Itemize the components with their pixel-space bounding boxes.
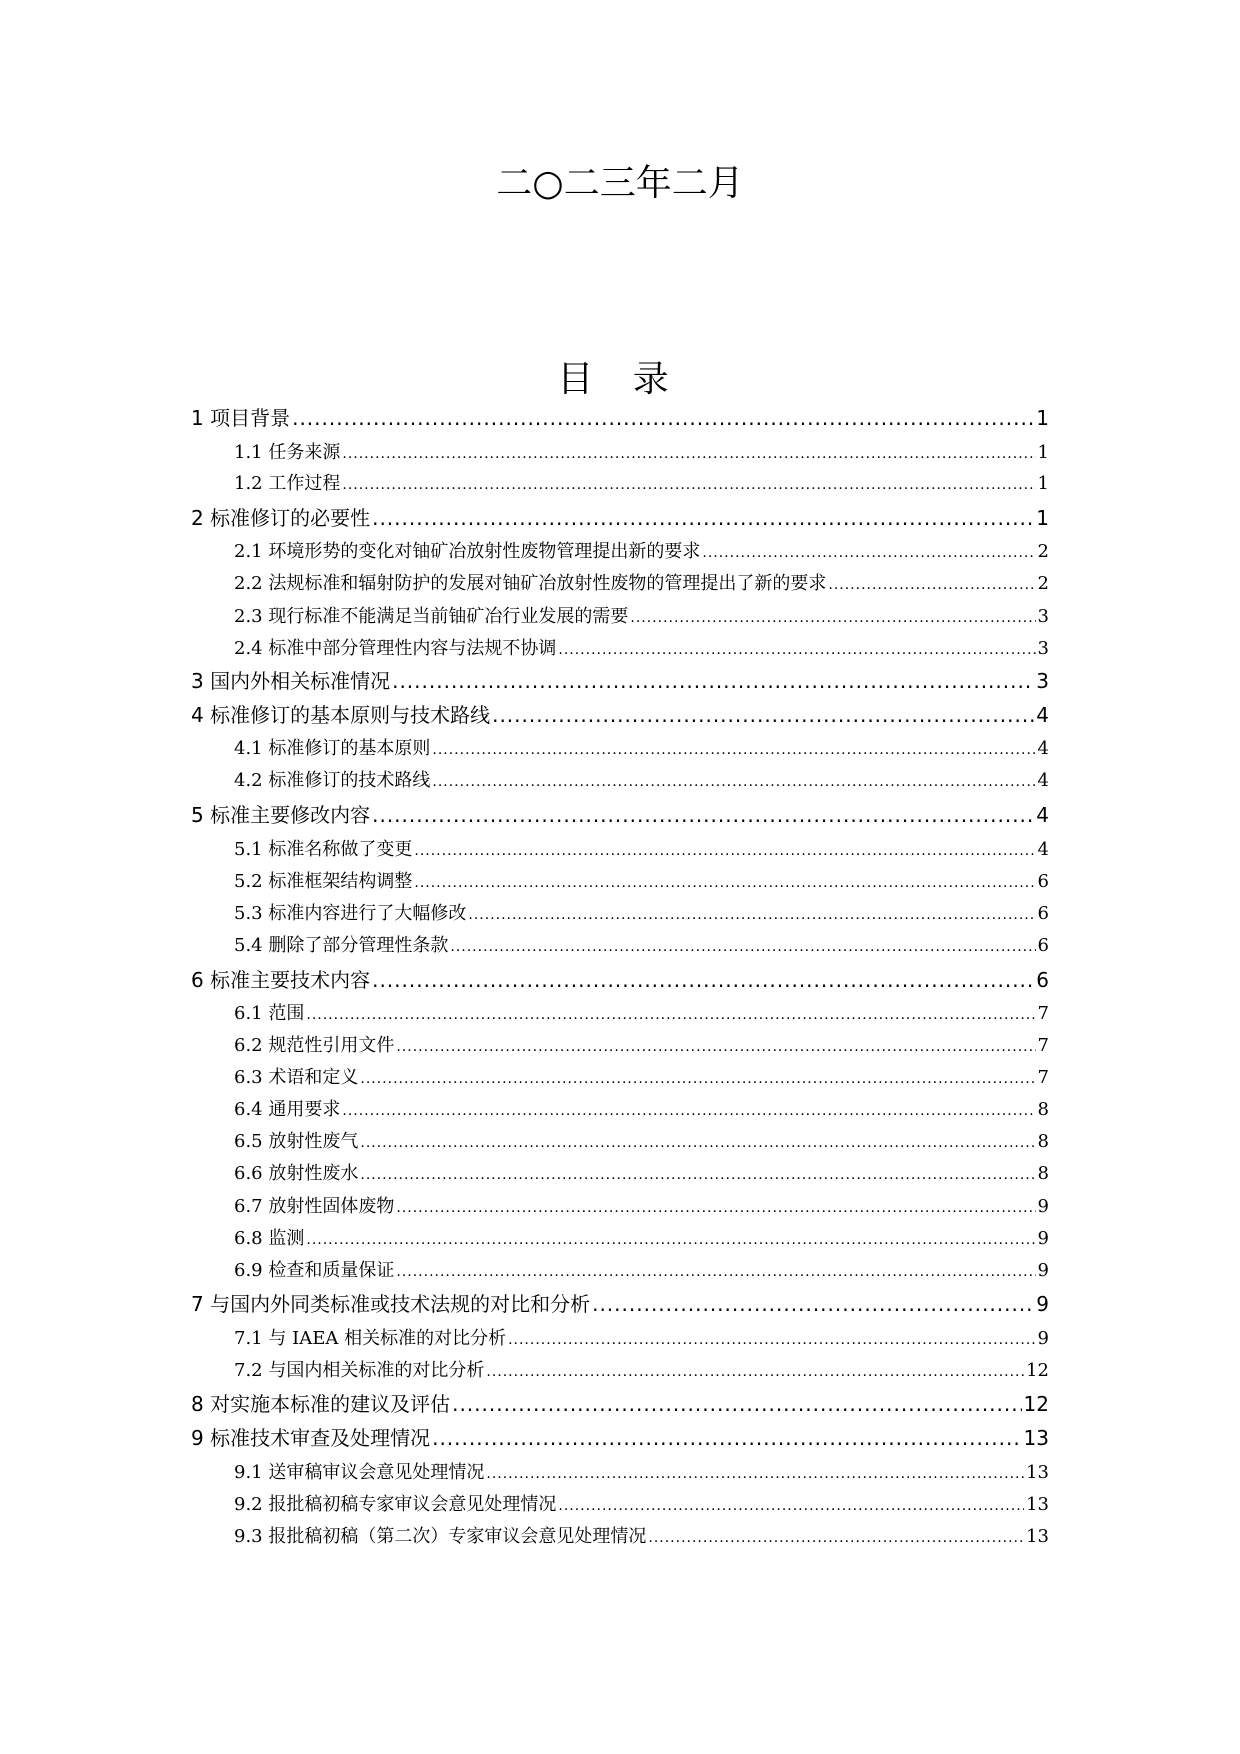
toc-entry-title [234, 470, 340, 498]
dot-leader [558, 636, 1035, 664]
toc-entry-number: 6.4 [234, 1099, 263, 1120]
toc-entry-number: 7.2 [234, 1360, 263, 1381]
toc-page-number: 1 [1037, 442, 1049, 463]
toc-entry-text: 国内外相关标准情况 [210, 669, 391, 693]
dot-leader [630, 604, 1035, 632]
toc-page-number: 8 [1037, 1163, 1049, 1184]
toc-entry-title [234, 1325, 506, 1353]
dot-leader [360, 1065, 1035, 1093]
toc-entry-number: 6.3 [234, 1067, 263, 1088]
toc-chapter-entry[interactable] [191, 1423, 1049, 1453]
toc-entry-title [234, 1000, 304, 1028]
toc-entry-text: 法规标准和辐射防护的发展对铀矿冶放射性废物的管理提出了新的要求 [268, 573, 827, 594]
toc-entry-title [191, 1389, 450, 1419]
dot-leader [414, 869, 1035, 897]
toc-entry-number: 6.2 [234, 1035, 263, 1056]
toc-entry-number: 6.8 [234, 1228, 263, 1249]
toc-page-number: 13 [1026, 1462, 1049, 1483]
toc-page-number: 9 [1037, 1196, 1049, 1217]
toc-page-number: 2 [1037, 541, 1049, 562]
toc-entry-text: 标准修订的基本原则与技术路线 [210, 703, 491, 727]
toc-entry-number: 6 [191, 968, 204, 992]
toc-entry-text: 标准主要技术内容 [210, 968, 371, 992]
toc-entry-title [234, 1225, 304, 1253]
dot-leader [392, 666, 1034, 696]
toc-page-number: 9 [1037, 1328, 1049, 1349]
toc-entry-text: 检查和质量保证 [268, 1260, 395, 1281]
toc-entry-title [191, 666, 390, 696]
toc-section-entry[interactable] [234, 603, 1049, 632]
toc-entry-title [234, 1064, 358, 1092]
toc-entry-number: 2.2 [234, 573, 263, 594]
toc-entry-text: 标准内容进行了大幅修改 [268, 903, 467, 924]
toc-section-entry[interactable] [234, 1257, 1049, 1286]
toc-entry-title [191, 503, 370, 533]
toc-page-number: 8 [1037, 1131, 1049, 1152]
toc-entry-number: 4.2 [234, 770, 263, 791]
toc-page-number: 7 [1037, 1035, 1049, 1056]
toc-entry-title [234, 735, 430, 763]
toc-entry-title [234, 439, 340, 467]
toc-entry-text: 放射性废水 [268, 1163, 359, 1184]
toc-entry-title [234, 570, 826, 598]
toc-entry-text: 监测 [268, 1228, 305, 1249]
toc-section-entry[interactable] [234, 570, 1049, 599]
toc-section-entry[interactable] [234, 1357, 1049, 1386]
toc-chapter-entry[interactable] [191, 965, 1049, 995]
toc-section-entry[interactable] [234, 1325, 1049, 1354]
toc-entry-number: 1.2 [234, 473, 263, 494]
toc-section-entry[interactable] [234, 1225, 1049, 1254]
toc-section-entry[interactable] [234, 1523, 1049, 1552]
toc-section-entry[interactable] [234, 1160, 1049, 1189]
toc-page-number: 4 [1036, 803, 1049, 827]
toc-page-number: 3 [1037, 638, 1049, 659]
dot-leader [486, 1460, 1024, 1488]
toc-page-number: 13 [1026, 1494, 1049, 1515]
toc-entry-title [234, 1032, 394, 1060]
toc-entry-text: 与 IAEA 相关标准的对比分析 [268, 1328, 507, 1349]
toc-section-entry[interactable] [234, 1000, 1049, 1029]
toc-entry-text: 报批稿初稿专家审议会意见处理情况 [268, 1494, 557, 1515]
dot-leader [486, 1358, 1024, 1386]
toc-entry-number: 9.3 [234, 1526, 263, 1547]
toc-entry-text: 现行标准不能满足当前铀矿冶行业发展的需要 [268, 606, 629, 627]
toc-entry-number: 5.4 [234, 935, 263, 956]
toc-chapter-entry[interactable] [191, 1289, 1049, 1319]
dot-leader [292, 403, 1034, 433]
toc-entry-title [191, 965, 370, 995]
toc-section-entry[interactable] [234, 836, 1049, 865]
toc-entry-title [191, 1423, 430, 1453]
toc-entry-text: 术语和定义 [268, 1067, 359, 1088]
toc-page-number: 1 [1036, 506, 1049, 530]
toc-page-number: 1 [1036, 406, 1049, 430]
dot-leader [306, 1001, 1035, 1029]
toc-entry-title [234, 1523, 646, 1551]
toc-entry-title [191, 800, 370, 830]
toc-entry-title [234, 1491, 556, 1519]
toc-entry-text: 标准名称做了变更 [268, 839, 413, 860]
dot-leader [592, 1289, 1034, 1319]
toc-page-number: 8 [1037, 1099, 1049, 1120]
dot-leader [396, 1033, 1035, 1061]
toc-page-number: 6 [1037, 935, 1049, 956]
toc-entry-text: 放射性废气 [268, 1131, 359, 1152]
toc-entry-title [191, 403, 290, 433]
dot-leader [508, 1326, 1035, 1354]
toc-entry-title [234, 868, 412, 896]
toc-entry-title [234, 1459, 484, 1487]
toc-entry-text: 通用要求 [268, 1099, 341, 1120]
dot-leader [360, 1161, 1035, 1189]
toc-section-entry[interactable] [234, 767, 1049, 796]
toc-entry-title [234, 767, 430, 795]
toc-entry-number: 5.2 [234, 871, 263, 892]
toc-page-number: 1 [1037, 473, 1049, 494]
toc-entry-number: 7.1 [234, 1328, 263, 1349]
toc-page-number: 6 [1037, 903, 1049, 924]
toc-entry-text: 标准技术审查及处理情况 [210, 1426, 431, 1450]
dot-leader [342, 1097, 1035, 1125]
toc-entry-number: 6.6 [234, 1163, 263, 1184]
toc-section-entry[interactable] [234, 900, 1049, 929]
toc-page-number: 4 [1037, 839, 1049, 860]
dot-leader [492, 700, 1034, 730]
toc-entry-text: 标准修订的必要性 [210, 506, 371, 530]
toc-entry-text: 标准修订的技术路线 [268, 770, 431, 791]
toc-page-number: 7 [1037, 1003, 1049, 1024]
toc-entry-title [234, 1257, 394, 1285]
toc-entry-number: 9 [191, 1426, 204, 1450]
toc-entry-text: 任务来源 [268, 442, 341, 463]
dot-leader [702, 539, 1035, 567]
toc-entry-number: 9.1 [234, 1462, 263, 1483]
toc-page-number: 3 [1036, 669, 1049, 693]
toc-entry-title [191, 700, 490, 730]
toc-page-number: 2 [1037, 573, 1049, 594]
dot-leader [342, 440, 1035, 468]
toc-section-entry[interactable] [234, 1096, 1049, 1125]
toc-entry-number: 2.1 [234, 541, 263, 562]
dot-leader [432, 768, 1035, 796]
toc-page-number: 13 [1026, 1526, 1049, 1547]
toc-section-entry[interactable] [234, 735, 1049, 764]
date-heading: 二○二三年二月 [496, 163, 744, 204]
toc-chapter-entry[interactable] [191, 700, 1049, 730]
toc-entry-number: 1.1 [234, 442, 263, 463]
toc-entry-text: 送审稿审议会意见处理情况 [268, 1462, 485, 1483]
toc-entry-number: 4.1 [234, 738, 263, 759]
toc-section-entry[interactable] [234, 470, 1049, 499]
toc-entry-number: 5.1 [234, 839, 263, 860]
toc-entry-title [191, 1289, 590, 1319]
toc-entry-title [234, 1128, 358, 1156]
toc-section-entry[interactable] [234, 868, 1049, 897]
toc-section-entry[interactable] [234, 1064, 1049, 1093]
toc-entry-text: 标准修订的基本原则 [268, 738, 431, 759]
toc-page-number: 4 [1037, 738, 1049, 759]
toc-title: 目 录 [557, 359, 683, 400]
toc-entry-text: 与国内外同类标准或技术法规的对比和分析 [210, 1292, 591, 1316]
toc-entry-text: 对实施本标准的建议及评估 [210, 1392, 451, 1416]
dot-leader [648, 1524, 1024, 1552]
toc-entry-number: 6.5 [234, 1131, 263, 1152]
toc-entry-text: 环境形势的变化对铀矿冶放射性废物管理提出新的要求 [268, 541, 701, 562]
dot-leader [372, 965, 1034, 995]
toc-entry-title [234, 538, 700, 566]
toc-entry-number: 2 [191, 506, 204, 530]
toc-entry-title [234, 1096, 340, 1124]
toc-entry-text: 标准主要修改内容 [210, 803, 371, 827]
toc-entry-number: 1 [191, 406, 204, 430]
toc-chapter-entry[interactable] [191, 403, 1049, 433]
toc-page-number: 9 [1036, 1292, 1049, 1316]
toc-entry-title [234, 900, 466, 928]
toc-chapter-entry[interactable] [191, 666, 1049, 696]
toc-entry-number: 8 [191, 1392, 204, 1416]
toc-page-number: 9 [1037, 1228, 1049, 1249]
dot-leader [396, 1258, 1035, 1286]
toc-page-number: 7 [1037, 1067, 1049, 1088]
toc-entry-number: 5.3 [234, 903, 263, 924]
toc-entry-title [234, 603, 628, 631]
toc-entry-number: 4 [191, 703, 204, 727]
toc-entry-text: 项目背景 [210, 406, 291, 430]
toc-entry-number: 6.1 [234, 1003, 263, 1024]
toc-page-number: 6 [1037, 871, 1049, 892]
dot-leader [360, 1129, 1035, 1157]
toc-entry-text: 工作过程 [268, 473, 341, 494]
toc-chapter-entry[interactable] [191, 1389, 1049, 1419]
dot-leader [452, 1389, 1021, 1419]
toc-section-entry[interactable] [234, 538, 1049, 567]
toc-section-entry[interactable] [234, 1459, 1049, 1488]
toc-entry-number: 3 [191, 669, 204, 693]
toc-chapter-entry[interactable] [191, 800, 1049, 830]
toc-page-number: 6 [1036, 968, 1049, 992]
toc-section-entry[interactable] [234, 1491, 1049, 1520]
toc-page-number: 4 [1036, 703, 1049, 727]
toc-entry-text: 放射性固体废物 [268, 1196, 395, 1217]
toc-section-entry[interactable] [234, 1128, 1049, 1157]
dot-leader [414, 837, 1035, 865]
toc-entry-number: 2.4 [234, 638, 263, 659]
toc-entry-text: 与国内相关标准的对比分析 [268, 1360, 485, 1381]
dot-leader [468, 901, 1035, 929]
dot-leader [558, 1492, 1024, 1520]
toc-section-entry[interactable] [234, 635, 1049, 664]
toc-section-entry[interactable] [234, 1193, 1049, 1222]
toc-entry-title [234, 635, 556, 663]
dot-leader [432, 736, 1035, 764]
toc-entry-text: 范围 [268, 1003, 305, 1024]
toc-entry-number: 6.7 [234, 1196, 263, 1217]
toc-entry-title [234, 1160, 358, 1188]
toc-section-entry[interactable] [234, 1032, 1049, 1061]
toc-page-number: 9 [1037, 1260, 1049, 1281]
toc-entry-number: 7 [191, 1292, 204, 1316]
toc-entry-text: 标准中部分管理性内容与法规不协调 [268, 638, 557, 659]
toc-chapter-entry[interactable] [191, 503, 1049, 533]
dot-leader [450, 933, 1035, 961]
toc-entry-title [234, 1193, 394, 1221]
toc-entry-text: 规范性引用文件 [268, 1035, 395, 1056]
toc-entry-text: 删除了部分管理性条款 [268, 935, 449, 956]
toc-section-entry[interactable] [234, 932, 1049, 961]
dot-leader [306, 1226, 1035, 1254]
toc-page-number: 13 [1023, 1426, 1049, 1450]
dot-leader [828, 571, 1035, 599]
dot-leader [372, 800, 1034, 830]
toc-page-number: 4 [1037, 770, 1049, 791]
toc-entry-number: 6.9 [234, 1260, 263, 1281]
toc-page-number: 12 [1023, 1392, 1049, 1416]
toc-entry-text: 标准框架结构调整 [268, 871, 413, 892]
toc-entry-title [234, 932, 448, 960]
dot-leader [432, 1423, 1021, 1453]
toc-section-entry[interactable] [234, 439, 1049, 468]
toc-entry-number: 2.3 [234, 606, 263, 627]
toc-entry-text: 报批稿初稿（第二次）专家审议会意见处理情况 [268, 1526, 647, 1547]
toc-page-number: 12 [1026, 1360, 1049, 1381]
toc-entry-number: 9.2 [234, 1494, 263, 1515]
toc-entry-title [234, 836, 412, 864]
toc-page-number: 3 [1037, 606, 1049, 627]
dot-leader [372, 503, 1034, 533]
dot-leader [396, 1194, 1035, 1222]
toc-entry-title [234, 1357, 484, 1385]
dot-leader [342, 471, 1035, 499]
toc-entry-number: 5 [191, 803, 204, 827]
